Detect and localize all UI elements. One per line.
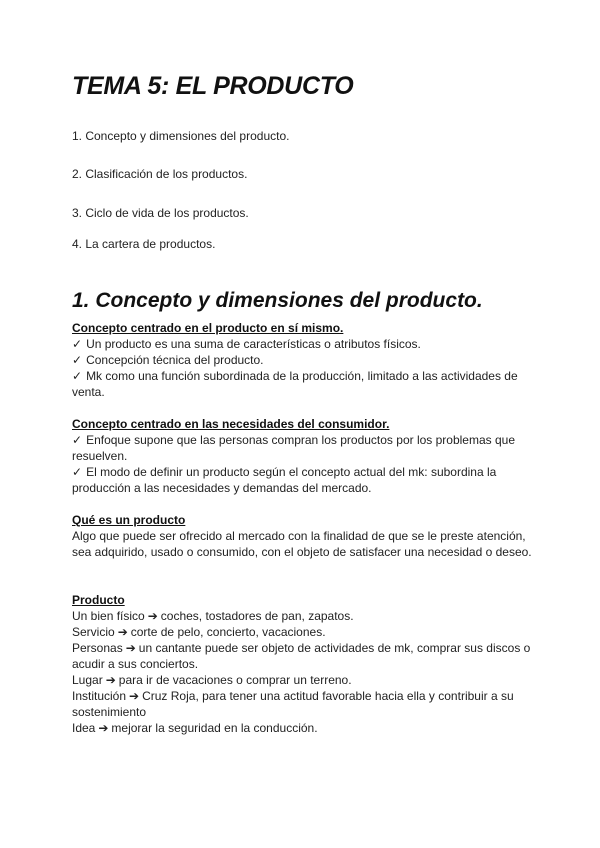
arrow-icon: ➔ [98, 721, 109, 735]
check-icon: ✓ [72, 353, 83, 367]
product-type-item: Servicio ➔ corte de pelo, concierto, vacaciones. [72, 625, 326, 639]
check-icon: ✓ [72, 465, 83, 479]
definition-text: Algo que puede ser ofrecido al mercado con la finalidad de que se le preste atención, sea adquirido, usado o consumido, con el objeto de satisfacer una necesidad o deseo. [72, 529, 532, 559]
check-icon: ✓ [72, 433, 83, 447]
product-type-item: Un bien físico ➔ coches, tostadores de pan, zapatos. [72, 609, 354, 623]
arrow-icon: ➔ [129, 689, 140, 703]
arrow-icon: ➔ [125, 641, 136, 655]
concept-product-block [72, 320, 532, 400]
check-icon: ✓ [72, 369, 83, 383]
section-title: 1. Concepto y dimensiones del producto. [72, 289, 483, 312]
arrow-icon: ➔ [105, 673, 116, 687]
check-item: ✓ El modo de definir un producto según el concepto actual del mk: subordina la producción a las necesidades y demandas del mercado. [72, 465, 497, 495]
arrow-icon: ➔ [117, 625, 128, 639]
check-item: ✓ Mk como una función subordinada de la producción, limitado a las actividades de venta. [72, 369, 518, 399]
document-title: TEMA 5: EL PRODUCTO [72, 72, 354, 100]
product-type-item: Personas ➔ un cantante puede ser objeto de actividades de mk, comprar sus discos o acudir a sus conciertos. [72, 641, 531, 671]
check-item: ✓ Un producto es una suma de características o atributos físicos. [72, 337, 421, 351]
product-type-item: Institución ➔ Cruz Roja, para tener una actitud favorable hacia ella y contribuir a su sostenimiento [72, 689, 514, 719]
toc-item: 3. Ciclo de vida de los productos. [72, 206, 249, 220]
concept-consumer-block [72, 416, 532, 496]
arrow-icon: ➔ [147, 609, 158, 623]
check-item: ✓ Concepción técnica del producto. [72, 353, 264, 367]
product-types-block [72, 592, 532, 736]
check-icon: ✓ [72, 337, 83, 351]
product-type-item: Lugar ➔ para ir de vacaciones o comprar un terreno. [72, 673, 352, 687]
toc-item: 4. La cartera de productos. [72, 237, 216, 251]
block-heading: Concepto centrado en el producto en sí mismo. [72, 321, 344, 335]
toc-item: 2. Clasificación de los productos. [72, 167, 248, 181]
check-item: ✓ Enfoque supone que las personas compran los productos por los problemas que resuelven. [72, 433, 515, 463]
product-type-item: Idea ➔ mejorar la seguridad en la conducción. [72, 721, 318, 735]
definition-block [72, 512, 532, 560]
block-heading: Concepto centrado en las necesidades del consumidor. [72, 417, 390, 431]
toc-item: 1. Concepto y dimensiones del producto. [72, 129, 290, 143]
block-heading: Producto [72, 593, 125, 607]
block-heading: Qué es un producto [72, 513, 186, 527]
